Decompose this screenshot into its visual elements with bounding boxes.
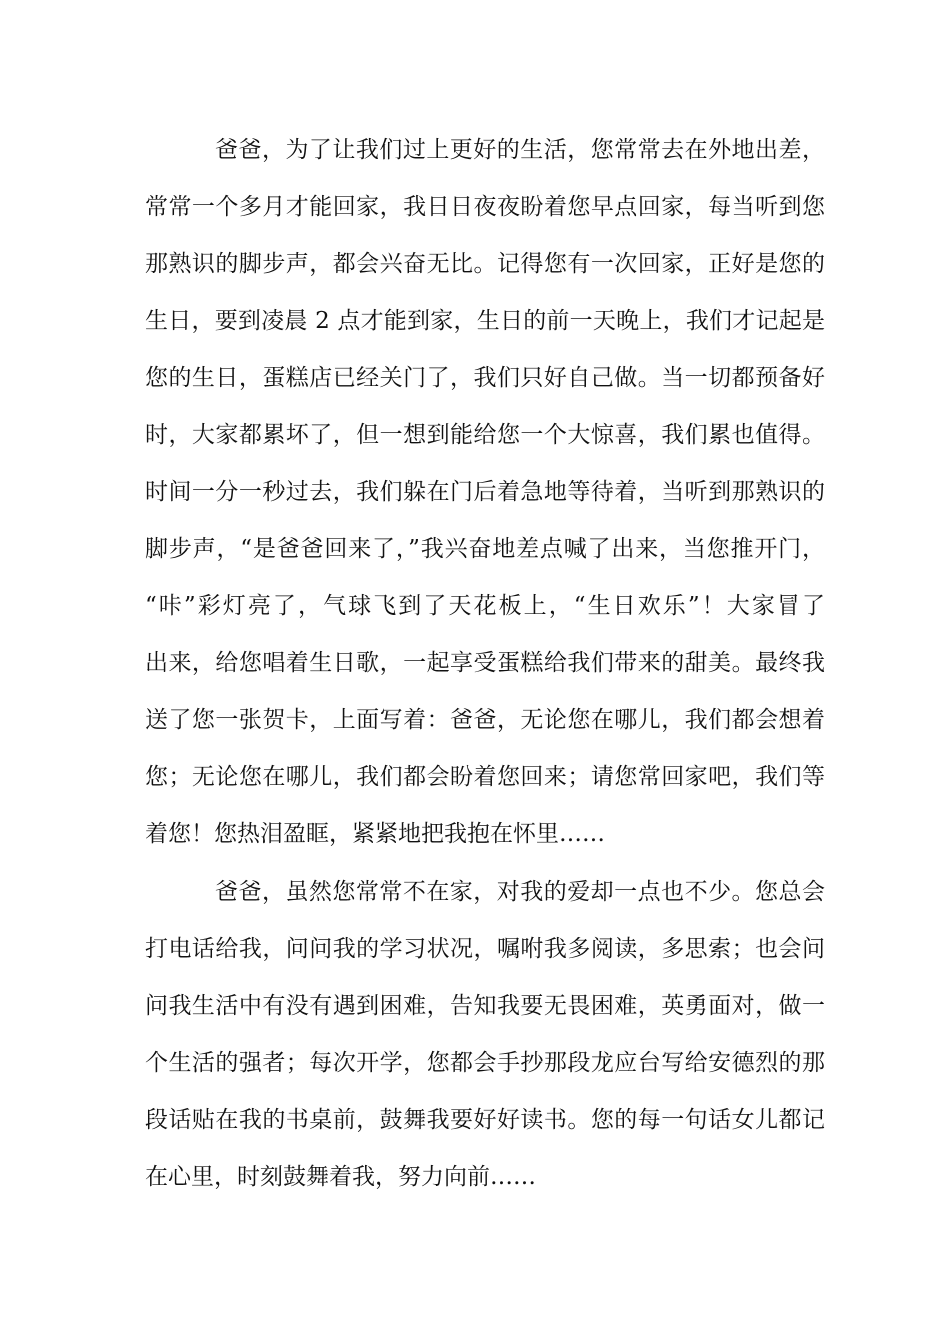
text-line: 时间一分一秒过去，我们躲在门后着急地等待着，当听到那熟识的	[145, 479, 825, 505]
text-line: 个生活的强者；每次开学，您都会手抄那段龙应台写给安德烈的那	[145, 1050, 825, 1076]
text-line: 那熟识的脚步声，都会兴奋无比。记得您有一次回家，正好是您的	[145, 251, 825, 277]
paragraph-1	[145, 122, 825, 863]
text-line: 爸爸，为了让我们过上更好的生活，您常常去在外地出差，	[215, 137, 825, 163]
text-line: 出来，给您唱着生日歌，一起享受蛋糕给我们带来的甜美。最终我	[145, 650, 825, 676]
text-line: 脚步声，“是爸爸回来了，”我兴奋地差点喊了出来，当您推开门，	[145, 536, 825, 562]
text-line: 打电话给我，问问我的学习状况，嘱咐我多阅读，多思索；也会问	[145, 936, 825, 962]
text-line: 问我生活中有没有遇到困难，告知我要无畏困难，英勇面对，做一	[145, 993, 825, 1019]
text-line: 送了您一张贺卡，上面写着：爸爸，无论您在哪儿，我们都会想着	[145, 707, 825, 733]
text-line: 爸爸，虽然您常常不在家，对我的爱却一点也不少。您总会	[215, 879, 825, 905]
text-line: 生日，要到凌晨 2 点才能到家，生日的前一天晚上，我们才记起是	[145, 308, 825, 334]
text-line: 时，大家都累坏了，但一想到能给您一个大惊喜，我们累也值得。	[145, 422, 825, 448]
text-line: 段话贴在我的书桌前，鼓舞我要好好读书。您的每一句话女儿都记	[145, 1107, 825, 1133]
text-line: “咔”彩灯亮了，气球飞到了天花板上，“生日欢乐”！大家冒了	[145, 593, 825, 619]
text-line: 着您！您热泪盈眶，紧紧地把我抱在怀里……	[145, 821, 605, 847]
text-line: 您的生日，蛋糕店已经关门了，我们只好自己做。当一切都预备好	[145, 365, 825, 391]
paragraph-2	[145, 864, 825, 1206]
text-line: 您；无论您在哪儿，我们都会盼着您回来；请您常回家吧，我们等	[145, 764, 825, 790]
text-line: 在心里，时刻鼓舞着我，努力向前……	[145, 1164, 536, 1190]
text-line: 常常一个多月才能回家，我日日夜夜盼着您早点回家，每当听到您	[145, 194, 825, 220]
